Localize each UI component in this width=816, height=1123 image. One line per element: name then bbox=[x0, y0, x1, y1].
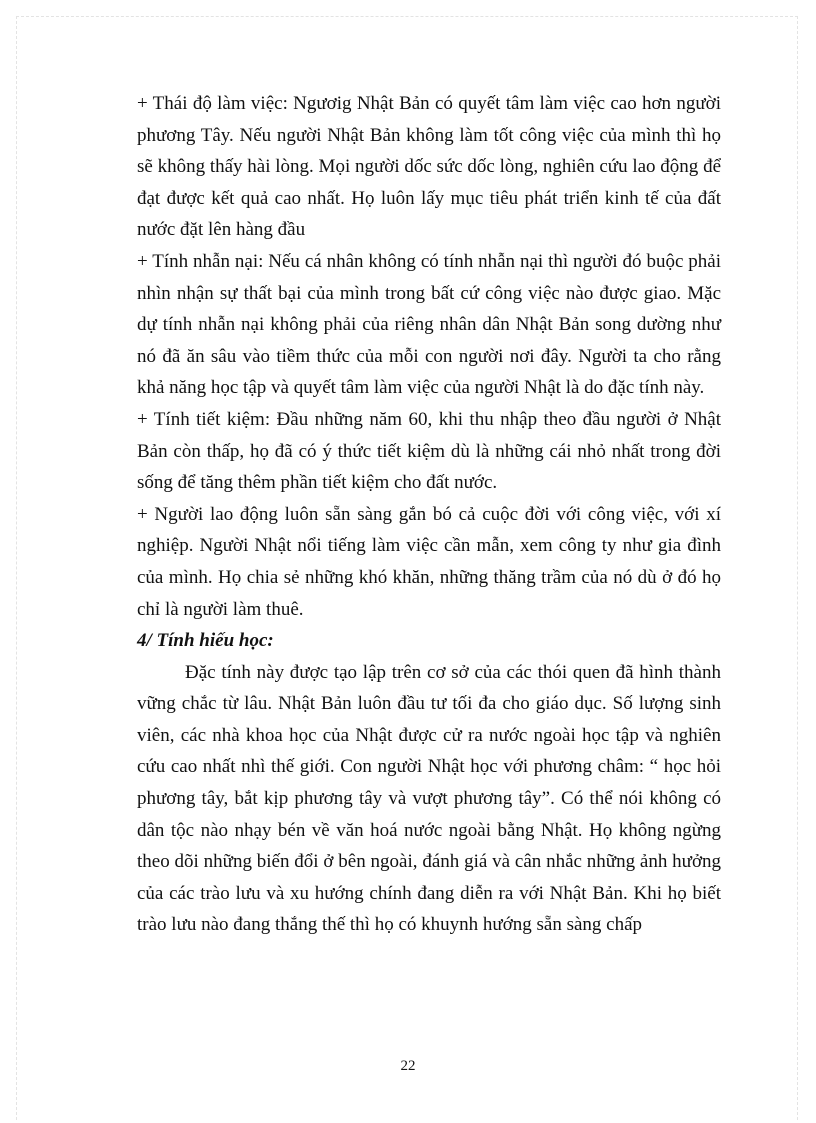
paragraph-thrift: + Tính tiết kiệm: Đầu những năm 60, khi thu nhập theo đầu người ở Nhật Bản còn thấp, họ đã có ý thức tiết kiệm dù là những cái nhỏ nhất trong đời sống để tăng thêm phần tiết kiệm cho đất nước. bbox=[137, 408, 721, 494]
paragraph-work-attitude: + Thái độ làm việc: Ngươig Nhật Bản có quyết tâm làm việc cao hơn người phương Tây. Nếu người Nhật Bản không làm tốt công việc của mình thì họ sẽ không thấy hài lòng. Mọi người dốc sức dốc lòng, nghiên cứu lao động để đạt được kết quả cao nhất. Họ luôn lấy mục tiêu phát triển kinh tế của đất nước đặt lên hàng đầu bbox=[137, 93, 721, 241]
section-heading: 4/ Tính hiếu học: bbox=[137, 630, 274, 652]
page-number: 22 bbox=[400, 1058, 416, 1074]
paragraph-patience: + Tính nhẫn nại: Nếu cá nhân không có tính nhẫn nại thì người đó buộc phải nhìn nhận sự thất bại của mình trong bất cứ công việc nào được giao. Mặc dự tính nhẫn nại không phải của riêng nhân dân Nhật Bản song dường như nó đã ăn sâu vào tiềm thức của mỗi con người nơi đây. Người ta cho rằng khả năng học tập và quyết tâm làm việc của người Nhật là do đặc tính này. bbox=[137, 250, 721, 399]
paragraph-loyalty: + Người lao động luôn sẵn sàng gắn bó cả cuộc đời với công việc, với xí nghiệp. Người Nhật nổi tiếng làm việc cần mẫn, xem công ty như gia đình của mình. Họ chia sẻ những khó khăn, những thăng trầm của nó dù ở đó họ chỉ là người làm thuê. bbox=[137, 503, 721, 620]
page-content bbox=[137, 88, 721, 941]
paragraph-studiousness: Đặc tính này được tạo lập trên cơ sở của các thói quen đã hình thành vững chắc từ lâu. Nhật Bản luôn đầu tư tối đa cho giáo dục. Số lượng sinh viên, các nhà khoa học của Nhật được cử ra nước ngoài học tập và nghiên cứu cao nhất nhì thế giới. Con người Nhật học với phương châm: “ học hỏi phương tây, bắt kịp phương tây và vượt phương tây”. Có thể nói không có dân tộc nào nhạy bén về văn hoá nước ngoài bằng Nhật. Họ không ngừng theo dõi những biến đổi ở bên ngoài, đánh giá và cân nhắc những ảnh hưởng của các trào lưu và xu hướng chính đang diễn ra với Nhật Bản. Khi họ biết trào lưu nào đang thắng thế thì họ có khuynh hướng sẵn sàng chấp bbox=[137, 661, 721, 936]
